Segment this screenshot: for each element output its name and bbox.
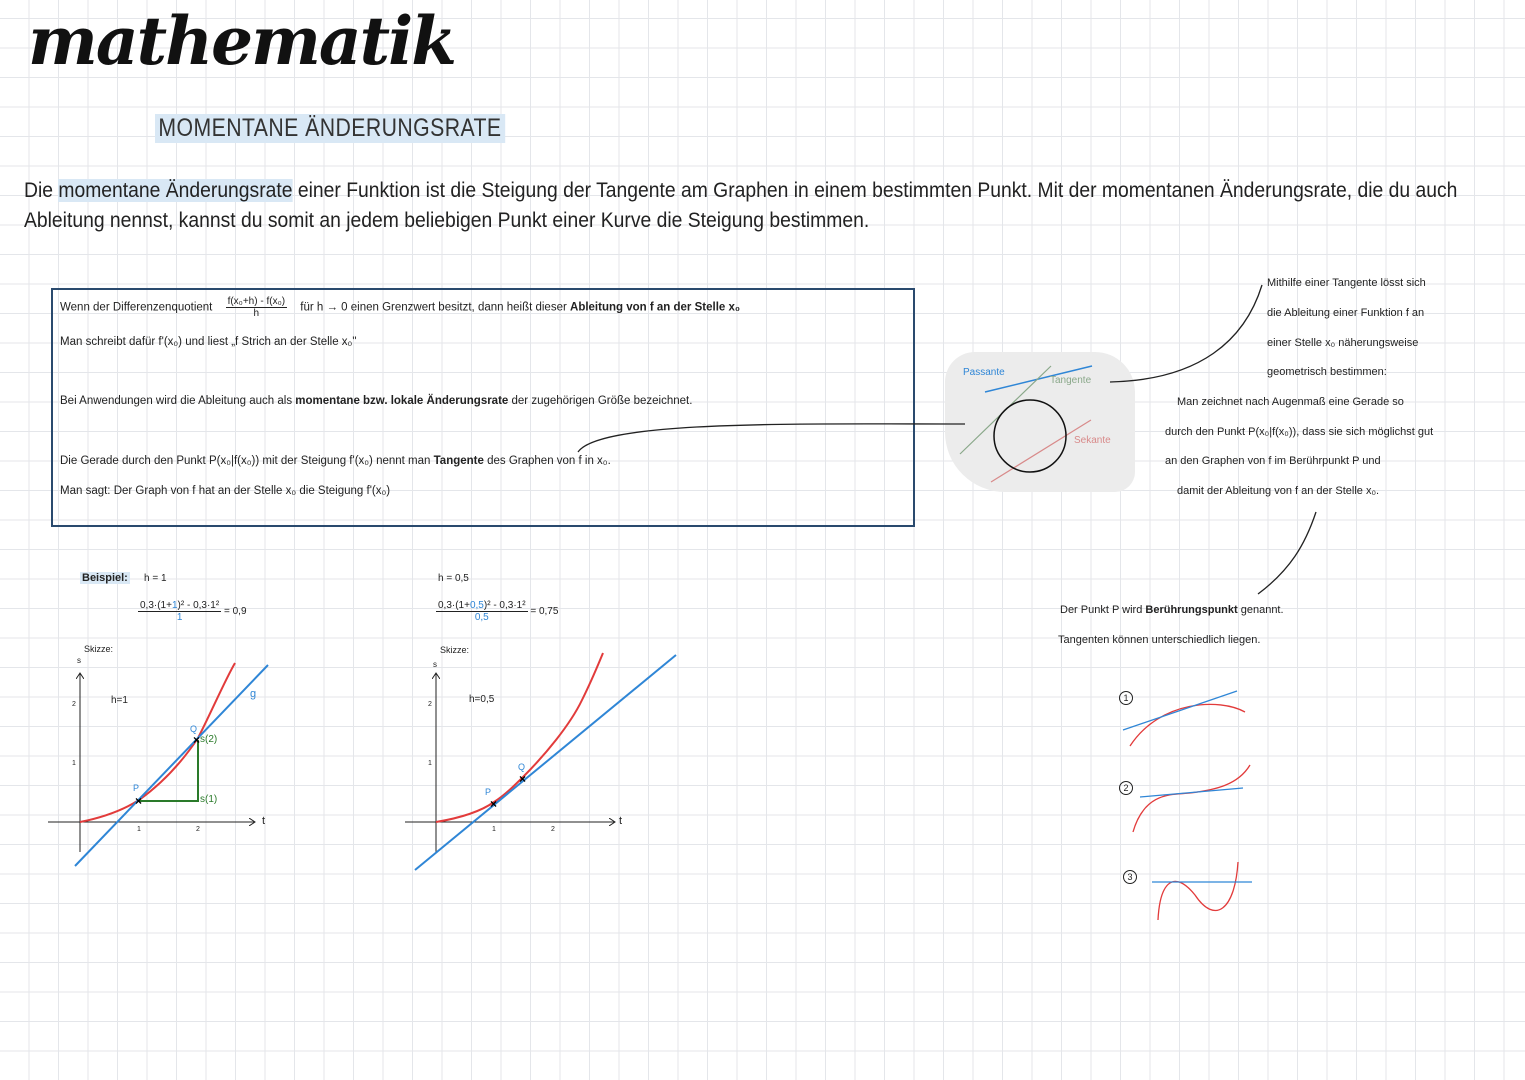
text: Der Punkt P wird (1060, 604, 1146, 616)
text: Die Gerade durch den Punkt P(x₀|f(x₀)) mit der Steigung f'(x₀) nennt man (60, 455, 431, 467)
y-axis-label: s (433, 660, 437, 669)
denominator: 0,5 (474, 612, 489, 623)
x-tick: 1 (137, 826, 141, 833)
example-label: Beispiel: (82, 572, 128, 584)
intro-text: Die (24, 179, 59, 202)
sekante-label: Sekante (1074, 435, 1111, 446)
y-tick: 1 (72, 760, 76, 767)
x-tick: 2 (196, 826, 200, 833)
y-axis-label: s (77, 656, 81, 665)
side-note: Mithilfe einer Tangente lösst sich (1267, 277, 1426, 289)
intro-text: Ableitung nennst, kannst du somit an jedem beliebigen Punkt einer Kurve die Steigung bestimmen. (24, 209, 870, 232)
y-tick: 2 (428, 701, 432, 708)
side-note: damit der Ableitung von f an der Stelle x₀. (1177, 485, 1380, 497)
sketch-label: Skizze: (440, 645, 470, 655)
point-q-label: Q (190, 724, 198, 734)
denominator: 1 (176, 612, 183, 623)
text: )² - 0,3·1² (483, 600, 526, 611)
tangents-note: Tangenten können unterschiedlich liegen. (1058, 634, 1261, 646)
bold-term: Berührungspunkt (1145, 604, 1238, 616)
secant-line (75, 665, 268, 866)
fraction-denominator: h (253, 308, 260, 319)
side-note: durch den Punkt P(x₀|f(x₀)), dass sie sich möglichst gut (1165, 426, 1434, 438)
text: 0,3·(1+ (140, 600, 172, 611)
function-curve (436, 653, 603, 822)
example2-h: h = 0,5 (438, 573, 469, 584)
text: des Graphen von f in x₀. (487, 455, 611, 467)
bold-term: Tangente (433, 455, 484, 467)
line-g-label: g (250, 688, 257, 700)
graph-h-label: h=0,5 (469, 694, 495, 705)
point-p-label: P (485, 787, 492, 797)
page-title: mathematik (28, 2, 455, 80)
case-number: 3 (1123, 870, 1137, 884)
point-q-marker: × (193, 733, 201, 747)
case-number: 2 (1119, 781, 1133, 795)
side-note: Man zeichnet nach Augenmaß eine Gerade so (1177, 396, 1404, 408)
point-p-marker: × (490, 797, 498, 811)
side-note: geometrisch bestimmen: (1267, 366, 1387, 378)
x-axis-label: t (262, 815, 266, 827)
text: für h → 0 einen Grenzwert besitzt, dann heißt dieser (300, 301, 567, 314)
point-p-marker: × (135, 794, 143, 808)
result: = 0,75 (530, 606, 559, 618)
secant-line (415, 655, 676, 870)
side-note: an den Graphen von f im Berührpunkt P und (1165, 455, 1381, 467)
bold-term: momentane bzw. lokale Änderungsrate (295, 395, 509, 407)
example1-h: h = 1 (144, 573, 167, 584)
point-p-label: P (133, 783, 140, 793)
x-tick: 2 (551, 826, 555, 833)
passante-label: Passante (963, 367, 1005, 378)
graph-h-label: h=1 (111, 695, 128, 706)
point-q-label: Q (518, 762, 526, 772)
x-axis-label: t (619, 815, 623, 827)
text: Bei Anwendungen wird die Ableitung auch als (60, 395, 293, 407)
tangente-label: Tangente (1050, 375, 1092, 386)
s2-label: s(2) (200, 734, 218, 745)
result: = 0,9 (223, 606, 247, 618)
text: der zugehörigen Größe bezeichnet. (511, 395, 693, 407)
text: 0,3·(1+ (438, 600, 470, 611)
bold-term: Ableitung von f an der Stelle x₀ (570, 301, 741, 314)
text: genannt. (1237, 604, 1284, 616)
side-note: einer Stelle x₀ näherungsweise (1267, 337, 1419, 349)
definition-line-5: Man sagt: Der Graph von f hat an der Stelle x₀ die Steigung f'(x₀) (60, 485, 391, 497)
text: Wenn der Differenzenquotient (60, 301, 213, 314)
fraction-numerator: f(x₀+h) - f(x₀) (227, 296, 286, 307)
intro-highlight: momentane Änderungsrate (58, 179, 293, 202)
point-q-marker: × (519, 772, 527, 786)
y-tick: 2 (72, 701, 76, 708)
section-heading: MOMENTANE ÄNDERUNGSRATE (155, 114, 505, 143)
side-note: die Ableitung einer Funktion f an (1267, 307, 1425, 319)
sketch-label: Skizze: (84, 644, 114, 654)
intro-text: einer Funktion ist die Steigung der Tangente am Graphen in einem bestimmten Punkt. Mit der momentanen Änderungsrate, die du auch (292, 179, 1458, 202)
case-number: 1 (1119, 691, 1133, 705)
h-value: 1 (171, 600, 178, 611)
x-tick: 1 (492, 826, 496, 833)
s1-label: s(1) (200, 794, 218, 805)
h-value: 0,5 (469, 600, 484, 611)
text: )² - 0,3·1² (177, 600, 220, 611)
definition-line-2: Man schreibt dafür f'(x₀) und liest „f Strich an der Stelle x₀" (60, 336, 357, 348)
y-tick: 1 (428, 760, 432, 767)
